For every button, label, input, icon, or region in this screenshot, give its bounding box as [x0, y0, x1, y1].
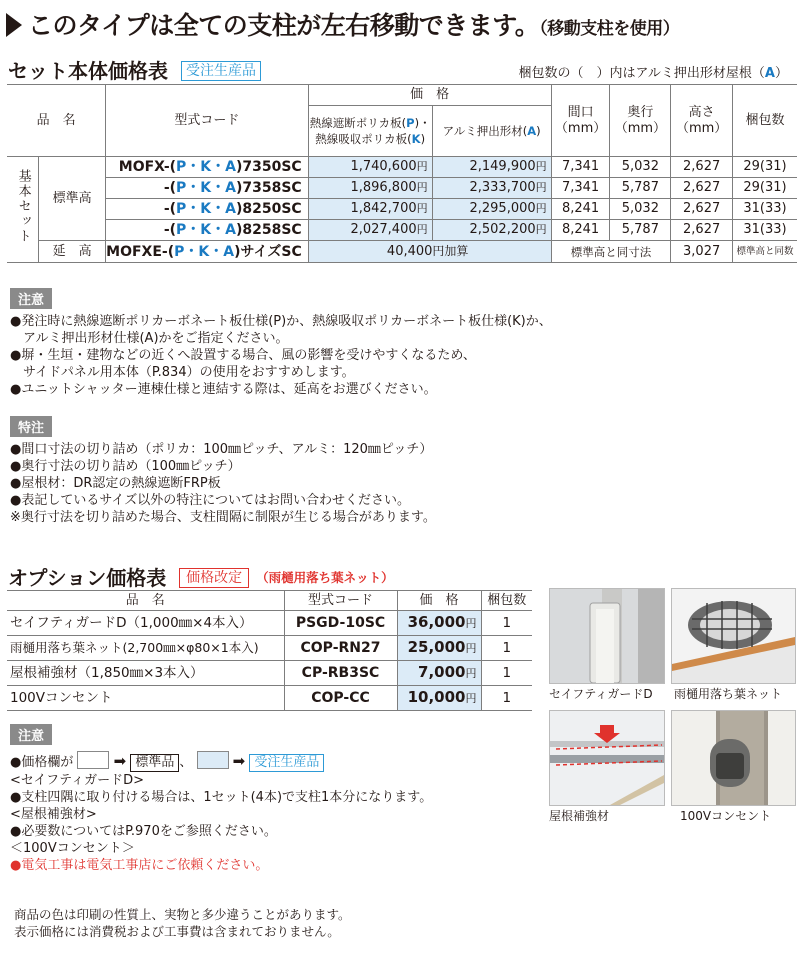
table-row — [7, 611, 532, 636]
price-revised-tag: 価格改定 — [179, 568, 249, 588]
notes-caution — [10, 288, 552, 398]
packs-value: 31(33) — [733, 199, 798, 220]
list-item: <セイフティガードD> — [10, 773, 144, 788]
set-price-table — [7, 84, 797, 263]
table-row — [7, 661, 532, 686]
headline-text: このタイプは全ての支柱が左右移動できます。 — [28, 11, 540, 40]
option-packs: 1 — [481, 686, 532, 711]
pack-note: 梱包数の（ ）内はアルミ押出形材屋根（A） — [518, 66, 788, 81]
photo-caption: 雨樋用落ち葉ネット — [674, 687, 783, 701]
outlet-image — [672, 711, 795, 805]
option-caution-list — [10, 751, 432, 874]
footer-line: 表示価格には消費税および工事費は含まれておりません。 — [14, 924, 340, 939]
arrow-right-icon: ➡ — [113, 752, 127, 770]
price-pk: 1,740,600円 — [308, 157, 432, 178]
list-item: ●発注時に熱線遮断ポリカーボネート板仕様(P)か、熱線吸収ポリカーボネート板仕様(K)か、 — [10, 314, 552, 329]
footer-notes — [14, 906, 351, 940]
sub-label-standard: 標準高 — [39, 157, 106, 241]
leaf-net-image — [672, 589, 795, 683]
depth-value: 5,032 — [610, 157, 671, 178]
custom-order-label: 特注 — [10, 416, 52, 437]
safety-guard-photo — [549, 588, 665, 684]
order-made-swatch — [197, 751, 229, 769]
notes-option-caution — [10, 724, 432, 874]
caution-label: 注意 — [10, 724, 52, 745]
packs-value: 標準高と同数 — [733, 241, 798, 263]
header-price-poly: 熱線遮断ポリカ板(P)・ 熱線吸収ポリカ板(K) — [308, 106, 432, 157]
table-row — [7, 199, 797, 220]
table-row — [7, 157, 797, 178]
model-code: MOFX-(P・K・A)7350SC — [106, 157, 309, 178]
model-code: MOFXE-(P・K・A)サイズSC — [106, 241, 309, 263]
model-code: -(P・K・A)8258SC — [106, 220, 309, 241]
standard-swatch — [77, 751, 109, 769]
group-label: 基本セット — [7, 157, 39, 263]
header-packs: 梱包数 — [481, 591, 532, 611]
option-item: セイフティガードD（1,000㎜×4本入） — [7, 611, 284, 636]
table-row — [7, 686, 532, 711]
size-note: 標準高と同寸法 — [551, 241, 671, 263]
height-value: 2,627 — [671, 157, 733, 178]
standard-tag: 標準品 — [130, 754, 179, 772]
notes-custom-order — [10, 416, 436, 526]
header-price-alu: アルミ押出形材(A) — [432, 106, 551, 157]
width-value: 8,241 — [551, 220, 610, 241]
option-price: 25,000円 — [397, 636, 481, 661]
custom-order-list — [10, 441, 436, 526]
header-depth: 奥行 （mm） — [610, 85, 671, 157]
height-value: 2,627 — [671, 178, 733, 199]
list-item: <屋根補強材> — [10, 807, 97, 822]
option-price: 10,000円 — [397, 686, 481, 711]
list-item: アルミ押出形材仕様(A)かをご指定ください。 — [10, 331, 289, 346]
roof-reinforcement-photo — [549, 710, 665, 806]
footer-line: 商品の色は印刷の性質上、実物と多少違うことがあります。 — [14, 907, 351, 922]
height-value: 2,627 — [671, 220, 733, 241]
extended-price: 40,400円加算 — [308, 241, 551, 263]
table-row — [7, 220, 797, 241]
arrow-right-icon: ➡ — [232, 752, 246, 770]
height-value: 3,027 — [671, 241, 733, 263]
table-row-extended — [7, 241, 797, 263]
list-item: ●屋根材：DR認定の熱線遮断FRP板 — [10, 476, 221, 491]
header-price: 価 格 — [397, 591, 481, 611]
sub-label-extended: 延 高 — [39, 241, 106, 263]
table-row — [7, 178, 797, 199]
roof-reinforcement-image — [550, 711, 664, 805]
header-packs: 梱包数 — [733, 85, 798, 157]
photo-caption: 屋根補強材 — [549, 809, 610, 823]
header-code: 型式コード — [284, 591, 397, 611]
packs-value: 29(31) — [733, 157, 798, 178]
header-height: 高さ （mm） — [671, 85, 733, 157]
price-a: 2,149,900円 — [432, 157, 551, 178]
packs-value: 29(31) — [733, 178, 798, 199]
option-price: 7,000円 — [397, 661, 481, 686]
option-packs: 1 — [481, 661, 532, 686]
list-item: ※奥行寸法を切り詰めた場合、支柱間隔に制限が生じる場合があります。 — [10, 510, 436, 525]
option-code: COP-CC — [284, 686, 397, 711]
width-value: 8,241 — [551, 199, 610, 220]
list-item: ●ユニットシャッター連棟仕様と連結する際は、延高をお選びください。 — [10, 382, 437, 397]
table-header-row — [7, 85, 797, 106]
list-item-warning: ●電気工事は電気工事店にご依頼ください。 — [10, 858, 269, 873]
legend-line: ●価格欄が ➡ 標準品 、 ➡ 受注生産品 — [10, 751, 432, 772]
depth-value: 5,787 — [610, 178, 671, 199]
width-value: 7,341 — [551, 157, 610, 178]
option-price-table — [7, 590, 532, 711]
revised-note: （雨樋用落ち葉ネット） — [256, 570, 394, 585]
price-pk: 1,842,700円 — [308, 199, 432, 220]
price-pk: 2,027,400円 — [308, 220, 432, 241]
order-made-tag: 受注生産品 — [181, 61, 261, 81]
photo-caption: 100Vコンセント — [680, 809, 772, 823]
option-code: CP-RB3SC — [284, 661, 397, 686]
list-item: サイドパネル用本体（P.834）の使用をおすすめします。 — [10, 365, 355, 380]
page-headline — [6, 6, 679, 42]
headline-sub: （移動支柱を使用） — [539, 19, 680, 39]
leaf-net-photo — [671, 588, 796, 684]
packs-value: 31(33) — [733, 220, 798, 241]
table-header-row — [7, 591, 532, 611]
list-item: ●塀・生垣・建物などの近くへ設置する場合、風の影響を受けやすくなるため、 — [10, 348, 476, 363]
price-a: 2,333,700円 — [432, 178, 551, 199]
header-width: 間口 （mm） — [551, 85, 610, 157]
header-item: 品 名 — [7, 85, 106, 157]
list-item: ●支柱四隅に取り付ける場合は、1セット(4本)で支柱1本分になります。 — [10, 790, 433, 805]
option-code: PSGD-10SC — [284, 611, 397, 636]
photo-caption: セイフティガードD — [549, 687, 653, 701]
caution-label: 注意 — [10, 288, 52, 309]
list-item: ＜100Vコンセント＞ — [10, 841, 135, 856]
table-row — [7, 636, 532, 661]
model-code: -(P・K・A)8250SC — [106, 199, 309, 220]
price-a: 2,295,000円 — [432, 199, 551, 220]
option-packs: 1 — [481, 636, 532, 661]
option-price: 36,000円 — [397, 611, 481, 636]
safety-guard-image — [550, 589, 664, 683]
order-made-tag: 受注生産品 — [249, 754, 324, 772]
option-item: 屋根補強材（1,850㎜×3本入） — [7, 661, 284, 686]
caution-list — [10, 313, 552, 398]
list-item: ●間口寸法の切り詰め（ポリカ：100㎜ピッチ、アルミ：120㎜ピッチ） — [10, 442, 433, 457]
depth-value: 5,787 — [610, 220, 671, 241]
set-table-title: セット本体価格表 受注生産品 — [8, 55, 261, 84]
price-a: 2,502,200円 — [432, 220, 551, 241]
triangle-icon — [6, 13, 22, 37]
header-code: 型式コード — [106, 85, 309, 157]
option-code: COP-RN27 — [284, 636, 397, 661]
list-item: ●奥行寸法の切り詰め（100㎜ピッチ） — [10, 459, 241, 474]
outlet-photo — [671, 710, 796, 806]
option-table-title: オプション価格表 価格改定 （雨樋用落ち葉ネット） — [8, 566, 394, 590]
price-pk: 1,896,800円 — [308, 178, 432, 199]
option-packs: 1 — [481, 611, 532, 636]
list-item: ●必要数についてはP.970をご参照ください。 — [10, 824, 277, 839]
header-item: 品 名 — [7, 591, 284, 611]
height-value: 2,627 — [671, 199, 733, 220]
width-value: 7,341 — [551, 178, 610, 199]
list-item: ●表記しているサイズ以外の特注についてはお問い合わせください。 — [10, 493, 411, 508]
depth-value: 5,032 — [610, 199, 671, 220]
option-item: 100Vコンセント — [7, 686, 284, 711]
option-item: 雨樋用落ち葉ネット(2,700㎜×φ80×1本入) — [7, 636, 284, 661]
header-price: 価 格 — [308, 85, 551, 106]
model-code: -(P・K・A)7358SC — [106, 178, 309, 199]
